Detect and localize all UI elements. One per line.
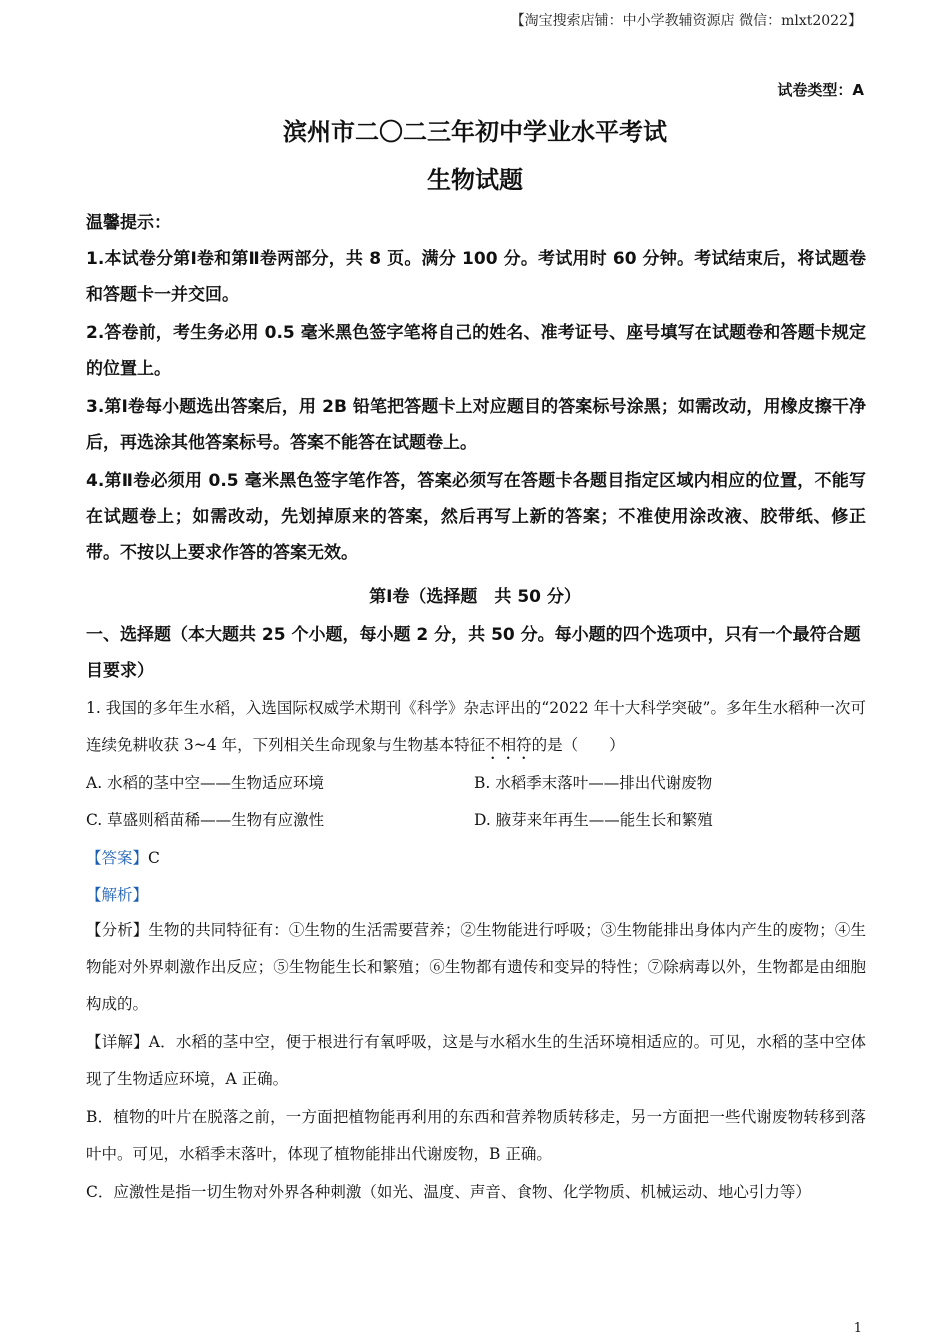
notice-item-2: 2.答卷前，考生务必用 0.5 毫米黑色签字笔将自己的姓名、准考证号、座号填写在试题卷和答题卡规定的位置上。 bbox=[86, 323, 866, 379]
fenxi-text: 生物的共同特征有：①生物的生活需要营养；②生物能进行呼吸；③生物能排出身体内产生的废物；④生物能对外界刺激作出反应；⑤生物能生长和繁殖；⑥生物都有遗传和变异的特性；⑦除病毒以外，生物都是由细胞构成的。 bbox=[86, 921, 866, 1013]
option-d: D. 腋芽来年再生——能生长和繁殖 bbox=[474, 811, 713, 829]
analysis-label: 【解析】 bbox=[86, 886, 149, 904]
notice-item-3: 3.第Ⅰ卷每小题选出答案后，用 2B 铅笔把答题卡上对应题目的答案标号涂黑；如需改动，用橡皮擦干净后，再选涂其他答案标号。答案不能答在试题卷上。 bbox=[86, 397, 866, 453]
answer-value: C bbox=[148, 849, 160, 867]
answer-label: 【答案】 bbox=[86, 849, 149, 867]
section-title: 第Ⅰ卷（选择题 共 50 分） bbox=[369, 587, 581, 607]
exam-title: 滨州市二〇二三年初中学业水平考试 bbox=[283, 118, 667, 146]
section-description: 一、选择题（本大题共 25 个小题，每小题 2 分，共 50 分。每小题的四个选项中，只有一个最符合题目要求） bbox=[86, 625, 861, 681]
fenxi-label: 【分析】 bbox=[86, 921, 149, 939]
question-1-stem bbox=[86, 690, 866, 764]
exam-subtitle: 生物试题 bbox=[427, 166, 523, 194]
stem-after: 的是（ ） bbox=[531, 736, 625, 754]
shop-note: 【淘宝搜索店铺：中小学教辅资源店 微信：mlxt2022】 bbox=[510, 13, 862, 29]
notice-item-1: 1.本试卷分第Ⅰ卷和第Ⅱ卷两部分，共 8 页。满分 100 分。考试用时 60 分钟。考试结束后，将试题卷和答题卡一并交回。 bbox=[86, 249, 866, 305]
stem-before: 1. 我国的多年生水稻，入选国际权威学术期刊《科学》杂志评出的“2022 年十大科学突破”。多年生水稻种一次可连续免耕收获 3~4 年，下列相关生命现象与生物基本特征 bbox=[86, 699, 866, 754]
answer-line bbox=[86, 846, 160, 868]
xiangjie-paragraph-a bbox=[86, 1024, 866, 1098]
notice-item-4: 4.第Ⅱ卷必须用 0.5 毫米黑色签字笔作答，答案必须写在答题卡各题目指定区域内相应的位置，不能写在试题卷上；如需改动，先划掉原来的答案，然后再写上新的答案；不准使用涂改液、胶带纸、修正带。不按以上要求作答的答案无效。 bbox=[86, 471, 866, 563]
xiangjie-paragraph-c: C．应激性是指一切生物对外界各种刺激（如光、温度、声音、食物、化学物质、机械运动、地心引力等） bbox=[86, 1183, 811, 1201]
fenxi-paragraph bbox=[86, 912, 866, 1023]
notice-heading: 温馨提示： bbox=[86, 213, 171, 233]
option-a: A. 水稻的茎中空——生物适应环境 bbox=[86, 774, 325, 792]
page-number: 1 bbox=[853, 1321, 862, 1336]
stem-emphasis: 不相符 bbox=[485, 736, 532, 754]
xiangjie-a-text: A．水稻的茎中空，便于根进行有氧呼吸，这是与水稻水生的生活环境相适应的。可见，水稻的茎中空体现了生物适应环境，A 正确。 bbox=[86, 1033, 866, 1088]
paper-type: 试卷类型：A bbox=[777, 81, 864, 99]
option-c: C. 草盛则稻苗稀——生物有应激性 bbox=[86, 811, 325, 829]
xiangjie-paragraph-b: B．植物的叶片在脱落之前，一方面把植物能再利用的东西和营养物质转移走，另一方面把一些代谢废物转移到落叶中。可见，水稻季末落叶，体现了植物能排出代谢废物，B 正确。 bbox=[86, 1108, 866, 1163]
xiangjie-label: 【详解】 bbox=[86, 1033, 149, 1051]
option-b: B. 水稻季末落叶——排出代谢废物 bbox=[474, 774, 713, 792]
